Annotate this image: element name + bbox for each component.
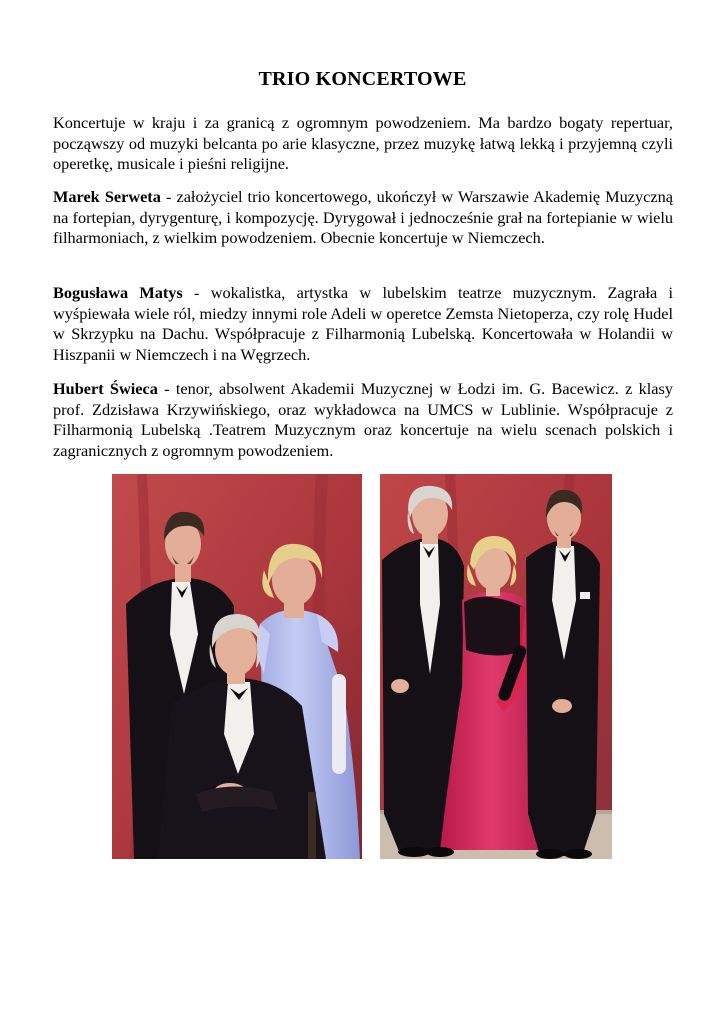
photo-trio-standing: [380, 474, 612, 859]
member-paragraph-marek: [53, 187, 673, 249]
page-title: TRIO KONCERTOWE: [258, 68, 467, 90]
member-name: Bogusława Matys: [53, 283, 183, 302]
member-name: Hubert Świeca: [53, 379, 158, 398]
member-name: Marek Serweta: [53, 187, 161, 206]
photo-trio-standing-image: [380, 474, 612, 859]
member-description: - wokalistka, artystka w lubelskim teatrze muzycznym. Zagrała i wyśpiewała wiele ról, miedzy innymi role Adeli w operetce Zemsta Nietoperza, czy rolę Hudel w Skrzypku na Dachu. Współpracuje z Filharmonią Lubelską. Koncertowała w Holandii w Hiszpanii w Niemczech i na Węgrzech.: [53, 283, 673, 364]
member-paragraph-boguslawa: [53, 283, 673, 365]
photo-trio-seated: [112, 474, 362, 859]
member-description: - założyciel trio koncertowego, ukończył w Warszawie Akademię Muzyczną na fortepian, dyrygenturę, i kompozycję. Dyrygował i jednocześnie grał na fortepianie w wielu filharmoniach, z wielkim powodzeniem. Obecnie koncertuje w Niemczech.: [53, 187, 673, 247]
intro-paragraph: Koncertuje w kraju i za granicą z ogromnym powodzeniem. Ma bardzo bogaty repertuar, począwszy od muzyki belcanta po arie klasyczne, przez muzykę łatwą lekką i przyjemną czyli operetkę, musicale i pieśni religijne.: [53, 113, 673, 173]
member-description: - tenor, absolwent Akademii Muzycznej w Łodzi im. G. Bacewicz. z klasy prof. Zdzisława Krzywińskiego, oraz wykładowca na UMCS w Lublinie. Współpracuje z Filharmonią Lubelską .Teatrem Muzycznym oraz koncertuje na wielu scenach polskich i zagranicznych z ogromnym powodzeniem.: [53, 379, 673, 460]
photo-trio-seated-image: [112, 474, 362, 859]
member-paragraph-hubert: [53, 379, 673, 461]
